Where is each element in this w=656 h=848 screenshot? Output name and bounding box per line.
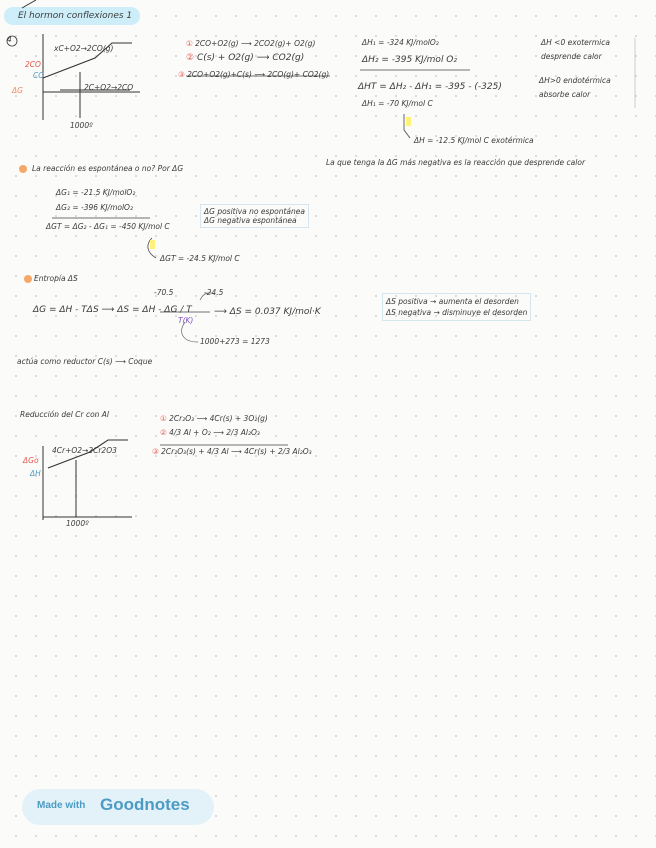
side-note-1: ΔH <0 exotermica desprende calor: [541, 38, 610, 61]
reaction-3-num: ③: [178, 70, 185, 79]
section3-box-note-1: ΔS positiva → aumenta el desorden: [386, 297, 519, 306]
graph2-label-top: 4Cr+O2→2Cr2O3: [52, 446, 117, 455]
dg1: ΔG₁ = -21.5 KJ/molO₂: [56, 188, 136, 197]
graph1-label-flat: 2C+O2→2CO: [84, 83, 134, 92]
section2-box-note: [200, 204, 309, 228]
section3-top-value2: -24.5: [204, 288, 224, 297]
reaction-3-text: 2CO+O2(g)+C(s) ⟶ 2CO(g)+ CO2(g): [187, 70, 330, 79]
bullet-dot: [19, 165, 27, 173]
reaction-1-text: 2CO+O2(g) ⟶ 2CO2(g)+ O2(g): [195, 39, 316, 48]
section3-box-note: [382, 293, 531, 321]
dgt: ΔGT = ΔG₂ - ΔG₁ = -450 KJ/mol C: [46, 222, 170, 231]
bullet-dot: [24, 275, 32, 283]
graph1-label-left2: CO: [33, 71, 45, 80]
section3-t-value: T(K): [178, 316, 194, 325]
reaction-3: [178, 70, 329, 79]
dht-note: ΔH = -12.5 KJ/mol C exotérmica: [414, 136, 534, 145]
graph1-x-label: 1000º: [70, 121, 93, 130]
graph2-x-label: 1000º: [66, 519, 89, 528]
reaction4-2-text: 4/3 Al + O₂ ⟶ 2/3 Al₂O₃: [169, 428, 260, 437]
reaction4-2-num: ②: [160, 428, 167, 437]
section4-heading: Reducción del Cr con Al: [20, 410, 110, 419]
dht2: ΔH₁ = -70 KJ/mol C: [362, 99, 433, 108]
reaction4-3-text: 2Cr₂O₃(s) + 4/3 Al ⟶ 4Cr(s) + 2/3 Al₂O₃: [161, 447, 312, 456]
reaction4-3-num: ③: [152, 447, 159, 456]
reaction-2-num: ②: [186, 53, 195, 63]
yellow-mark-2: [150, 240, 155, 249]
reaction4-1: [160, 414, 268, 423]
section3-heading: Entropía ΔS: [34, 274, 78, 283]
section3-bottom-value: 1000+273 = 1273: [200, 337, 270, 346]
section3-box-note-2: ΔS negativa → disminuye el desorden: [386, 308, 528, 317]
reaction4-1-text: 2Cr₂O₃ ⟶ 4Cr(s) + 3O₂(g): [169, 414, 268, 423]
problem-number: 4: [7, 35, 12, 44]
reaction-1: [186, 39, 315, 48]
reaction-2: [186, 53, 304, 63]
graph1-label-top: xC+O2→2CO(g): [54, 44, 114, 53]
reaction4-3: [152, 447, 312, 456]
reaction-2-text: C(s) + O2(g) ⟶ CO2(g): [196, 53, 305, 63]
graph2-label-left1: ΔGo: [23, 456, 39, 465]
reaction4-2: [160, 428, 260, 437]
graph1-label-bottom-left: ΔG: [12, 86, 23, 95]
dht: ΔHT = ΔH₂ - ΔH₁ = -395 - (-325): [358, 82, 502, 92]
section2-right-note: La que tenga la ΔG más negativa es la reacción que desprende calor: [326, 158, 586, 167]
section3-equation: ΔG = ΔH - TΔS ⟶ ΔS = ΔH - ΔG / T: [33, 305, 192, 315]
brand-made-with: Made with: [37, 800, 86, 811]
graph1-label-left1: 2CO: [25, 60, 41, 69]
reaction-1-num: ①: [186, 39, 193, 48]
reaction4-1-num: ①: [160, 414, 167, 423]
section2-box-note-1: ΔG positiva no espontánea: [204, 207, 305, 216]
graph2-label-left2: ΔH: [30, 469, 41, 478]
section2-box-note-2: ΔG negativa espontánea: [204, 216, 297, 225]
section3-top-value: -70.5: [154, 288, 174, 297]
brand-name: Goodnotes: [100, 795, 190, 814]
dg2: ΔG₂ = -396 KJ/molO₂: [56, 203, 133, 212]
section2-question: La reacción es espontánea o no? Por ΔG: [32, 164, 184, 173]
section3-footer: actúa como reductor C(s) ⟶ Coque: [17, 357, 153, 366]
dh2: ΔH₂ = -395 KJ/mol O₂: [362, 55, 457, 65]
page-title: El hormon conflexiones 1: [18, 11, 133, 21]
side-note-2: ΔH>0 endotérmica absorbe calor: [539, 76, 611, 99]
dh1: ΔH₁ = -324 KJ/molO₂: [362, 38, 439, 47]
section3-result: ⟶ ΔS = 0.037 KJ/mol·K: [214, 307, 321, 317]
dgt2: ΔGT = -24.5 KJ/mol C: [160, 254, 240, 263]
yellow-mark: [406, 117, 411, 126]
